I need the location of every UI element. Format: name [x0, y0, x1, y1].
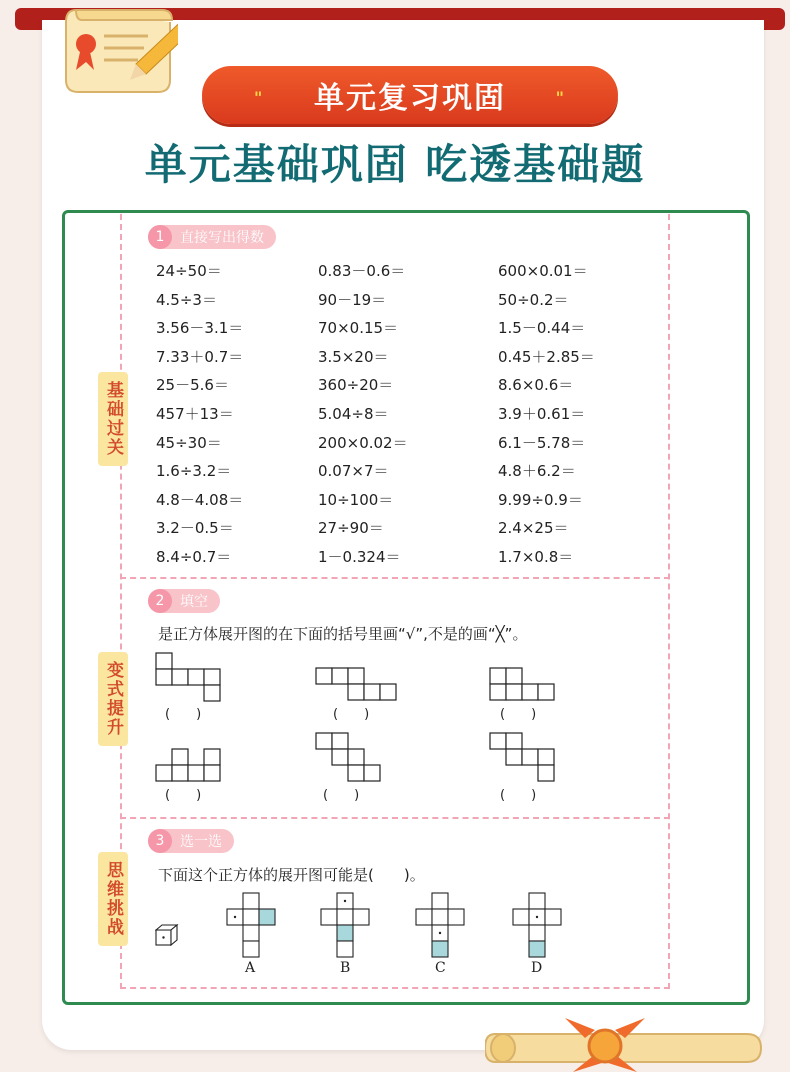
cube-net-5 — [315, 732, 381, 782]
equation-item: 200×0.02＝ — [318, 433, 408, 452]
answer-blank[interactable]: ( ) — [500, 707, 537, 722]
banner-quote-right: " — [555, 88, 566, 107]
scroll-pencil-icon — [58, 0, 178, 100]
option-label: A — [245, 960, 256, 976]
equation-item: 3.9＋0.61＝ — [498, 405, 586, 423]
equation-item: 4.8－4.08＝ — [156, 490, 244, 509]
option-net-d[interactable] — [512, 892, 562, 958]
choice-instruction: 下面这个正方体的展开图可能是( )。 — [158, 866, 425, 884]
answer-blank[interactable]: ( ) — [323, 788, 360, 803]
equation-item: 0.07×7＝ — [318, 462, 389, 481]
side-tab-label: 思维挑战 — [103, 861, 123, 937]
side-tab-label: 变式提升 — [103, 661, 123, 737]
answer-blank[interactable]: ( ) — [500, 788, 537, 803]
side-tab-label: 基础过关 — [103, 381, 123, 457]
fill-instruction: 是正方体展开图的在下面的括号里画“√”,不是的画“╳”。 — [158, 625, 528, 643]
equation-item: 600×0.01＝ — [498, 262, 588, 280]
banner-quote-left: " — [254, 88, 265, 107]
equation-item: 360÷20＝ — [318, 376, 394, 395]
equation-item: 27÷90＝ — [318, 519, 384, 538]
side-tab-challenge — [98, 852, 128, 946]
answer-blank[interactable]: ( ) — [165, 707, 202, 722]
answer-blank[interactable]: ( ) — [333, 707, 370, 722]
question-number: 1 — [148, 225, 172, 249]
side-tab-basic — [98, 372, 128, 466]
cube-net-3 — [489, 667, 555, 701]
section-divider — [120, 817, 670, 819]
section-banner — [202, 66, 618, 124]
question-heading: 直接写出得数 — [180, 230, 264, 246]
banner-label: 单元复习巩固 — [314, 81, 506, 116]
question-badge-2 — [148, 589, 220, 613]
cube-net-2 — [315, 667, 397, 701]
cube-net-6 — [489, 732, 555, 782]
equation-item: 1.5－0.44＝ — [498, 319, 586, 338]
cube-net-4 — [155, 748, 221, 782]
equation-item: 5.04÷8＝ — [318, 405, 389, 423]
equation-item: 25－5.6＝ — [156, 376, 229, 395]
option-net-c[interactable] — [415, 892, 465, 958]
option-net-b[interactable] — [320, 892, 370, 958]
cube-net-1 — [155, 652, 221, 702]
option-net-a[interactable] — [226, 892, 276, 958]
equation-item: 7.33＋0.7＝ — [156, 347, 244, 366]
question-badge-1 — [148, 225, 276, 249]
question-heading: 选一选 — [180, 834, 222, 850]
equation-item: 4.5÷3＝ — [156, 290, 217, 309]
equation-item: 4.8＋6.2＝ — [498, 462, 576, 481]
equation-item: 1.6÷3.2＝ — [156, 462, 232, 481]
scroll-ribbon-icon — [485, 1018, 765, 1072]
equation-item: 6.1－5.78＝ — [498, 433, 586, 452]
equation-item: 8.4÷0.7＝ — [156, 548, 232, 566]
equation-item: 3.2－0.5＝ — [156, 519, 234, 538]
option-label: D — [531, 960, 543, 976]
equation-item: 1－0.324＝ — [318, 548, 401, 566]
question-badge-3 — [148, 829, 234, 853]
equation-item: 1.7×0.8＝ — [498, 548, 574, 566]
equation-item: 3.5×20＝ — [318, 347, 389, 366]
question-number: 2 — [148, 589, 172, 613]
equation-item: 50÷0.2＝ — [498, 290, 569, 309]
cube-icon — [155, 924, 179, 946]
equation-item: 10÷100＝ — [318, 490, 394, 509]
answer-blank[interactable]: ( ) — [165, 788, 202, 803]
side-tab-variant — [98, 652, 128, 746]
equation-item: 457＋13＝ — [156, 405, 234, 423]
question-heading: 填空 — [180, 594, 208, 610]
equation-item: 2.4×25＝ — [498, 519, 569, 538]
page-title: 单元基础巩固 吃透基础题 — [144, 140, 646, 189]
option-label: C — [435, 960, 446, 976]
question-number: 3 — [148, 829, 172, 853]
equation-item: 0.45＋2.85＝ — [498, 347, 595, 366]
equation-item: 3.56－3.1＝ — [156, 319, 244, 338]
equation-item: 8.6×0.6＝ — [498, 376, 574, 395]
equation-item: 90－19＝ — [318, 290, 387, 309]
equation-item: 45÷30＝ — [156, 433, 222, 452]
equation-item: 24÷50＝ — [156, 262, 222, 280]
equation-item: 70×0.15＝ — [318, 319, 399, 338]
equation-item: 0.83－0.6＝ — [318, 262, 406, 280]
option-label: B — [340, 960, 351, 976]
equation-item: 9.99÷0.9＝ — [498, 490, 583, 509]
section-divider — [120, 577, 670, 579]
